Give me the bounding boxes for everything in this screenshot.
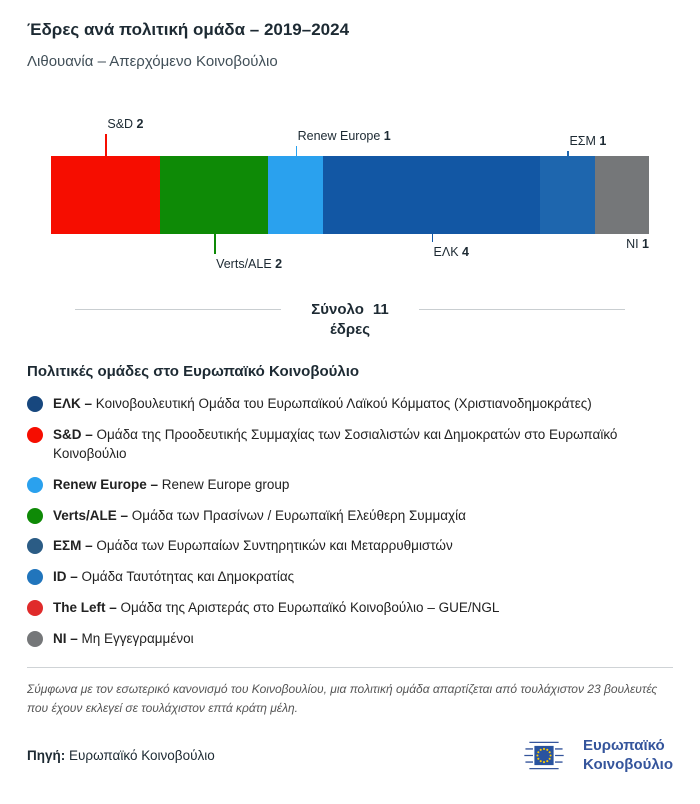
total-label: Σύνολο	[311, 301, 364, 318]
bar-leader-line-0	[105, 134, 107, 156]
legend-item-2	[27, 476, 673, 495]
legend-item-1	[27, 426, 673, 464]
bar-segment-2	[268, 156, 322, 234]
bar-leader-line-2	[296, 146, 298, 156]
bar-leader-line-4	[567, 151, 569, 156]
legend-item-7	[27, 630, 673, 649]
legend-item-0	[27, 395, 673, 414]
divider-line-right	[419, 309, 625, 310]
legend	[27, 363, 673, 649]
ep-logo-line1: Ευρωπαϊκό	[582, 737, 665, 755]
bar-leader-line-3	[432, 234, 434, 242]
bar-callout-2	[296, 129, 391, 156]
legend-item-text: S&D – Ομάδα της Προοδευτικής Συμμαχίας των Σοσιαλιστών και Δημοκρατών στο Ευρωπαϊκό Κοινοβούλιο	[53, 426, 618, 461]
ep-logo-text	[583, 737, 673, 774]
bar-segment-0	[51, 156, 160, 234]
european-parliament-logo	[514, 733, 673, 778]
total-line	[311, 300, 388, 320]
legend-item-text: ID – Ομάδα Ταυτότητας και Δημοκρατίας	[53, 569, 295, 585]
bar-label-5: NI 1	[626, 237, 649, 251]
bar-segment-1	[160, 156, 269, 234]
legend-item-3	[27, 507, 673, 526]
legend-color-dot	[27, 477, 43, 493]
bar-leader-line-1	[214, 234, 216, 254]
source-value: Ευρωπαϊκό Κοινοβούλιο	[69, 748, 215, 764]
legend-color-dot	[27, 427, 43, 443]
legend-item-text: Renew Europe – Renew Europe group	[53, 476, 290, 492]
legend-item-text: ΕΛΚ – Κοινοβουλευτική Ομάδα του Ευρωπαϊκού Λαϊκού Κόμματος (Χριστιανοδημοκράτες)	[53, 396, 592, 411]
header	[0, 0, 700, 70]
bar-label-3: ΕΛΚ 4	[433, 245, 469, 259]
source-row	[27, 733, 673, 778]
legend-color-dot	[27, 569, 43, 585]
legend-item-6	[27, 599, 673, 618]
source-label: Πηγή:	[27, 748, 66, 764]
bar-segment-5	[595, 156, 649, 234]
legend-color-dot	[27, 508, 43, 524]
bar-callout-4	[567, 134, 606, 156]
bar-label-0: S&D 2	[107, 117, 144, 131]
footnote-text: Σύμφωνα με τον εσωτερικό κανονισμό του Κοινοβουλίου, μια πολιτική ομάδα απαρτίζεται από τουλάχιστον 23 βουλευτές που έχουν εκλεγεί σε τουλάχιστον επτά κράτη μέλη.	[27, 682, 658, 715]
legend-item-text: The Left – Ομάδα της Αριστεράς στο Ευρωπαϊκό Κοινοβούλιο – GUE/NGL	[53, 600, 500, 616]
bar-label-4: ΕΣΜ 1	[569, 134, 607, 148]
bar-segment-4	[540, 156, 594, 234]
legend-item-5	[27, 568, 673, 587]
legend-item-text: NI – Μη Εγγεγραμμένοι	[53, 631, 194, 647]
bar-segment-3	[323, 156, 540, 234]
legend-color-dot	[27, 600, 43, 616]
bar-callout-0	[105, 117, 143, 156]
bar-callout-3	[432, 234, 469, 259]
stacked-bar	[51, 156, 649, 234]
legend-list	[27, 395, 673, 649]
legend-color-dot	[27, 538, 43, 554]
legend-heading: Πολιτικές ομάδες στο Ευρωπαϊκό Κοινοβούλιο	[27, 363, 360, 380]
bar-callout-5	[624, 234, 649, 251]
legend-item-4	[27, 537, 673, 556]
bar-label-1: Verts/ALE 2	[216, 257, 283, 271]
legend-color-dot	[27, 631, 43, 647]
page-subtitle: Λιθουανία – Απερχόμενο Κοινοβούλιο	[27, 53, 278, 70]
legend-color-dot	[27, 396, 43, 412]
total-seats	[75, 300, 625, 339]
divider-line-left	[75, 309, 281, 310]
bar-label-2: Renew Europe 1	[297, 129, 391, 143]
total-text	[311, 300, 388, 339]
ep-logo-line2: Κοινοβούλιο	[582, 755, 673, 773]
total-unit: έδρες	[329, 320, 371, 338]
page-title: Έδρες ανά πολιτική ομάδα – 2019–2024	[27, 20, 350, 39]
ep-hemicycle-flag-icon	[514, 733, 574, 778]
total-value: 11	[372, 301, 389, 318]
footnote-section	[27, 667, 673, 717]
legend-item-text: ΕΣΜ – Ομάδα των Ευρωπαίων Συντηρητικών και Μεταρρυθμιστών	[53, 538, 453, 554]
source-text	[27, 748, 215, 763]
seats-bar-chart	[51, 116, 649, 274]
bar-callout-1	[214, 234, 282, 271]
legend-item-text: Verts/ALE – Ομάδα των Πρασίνων / Ευρωπαϊκή Ελεύθερη Συμμαχία	[53, 507, 466, 523]
